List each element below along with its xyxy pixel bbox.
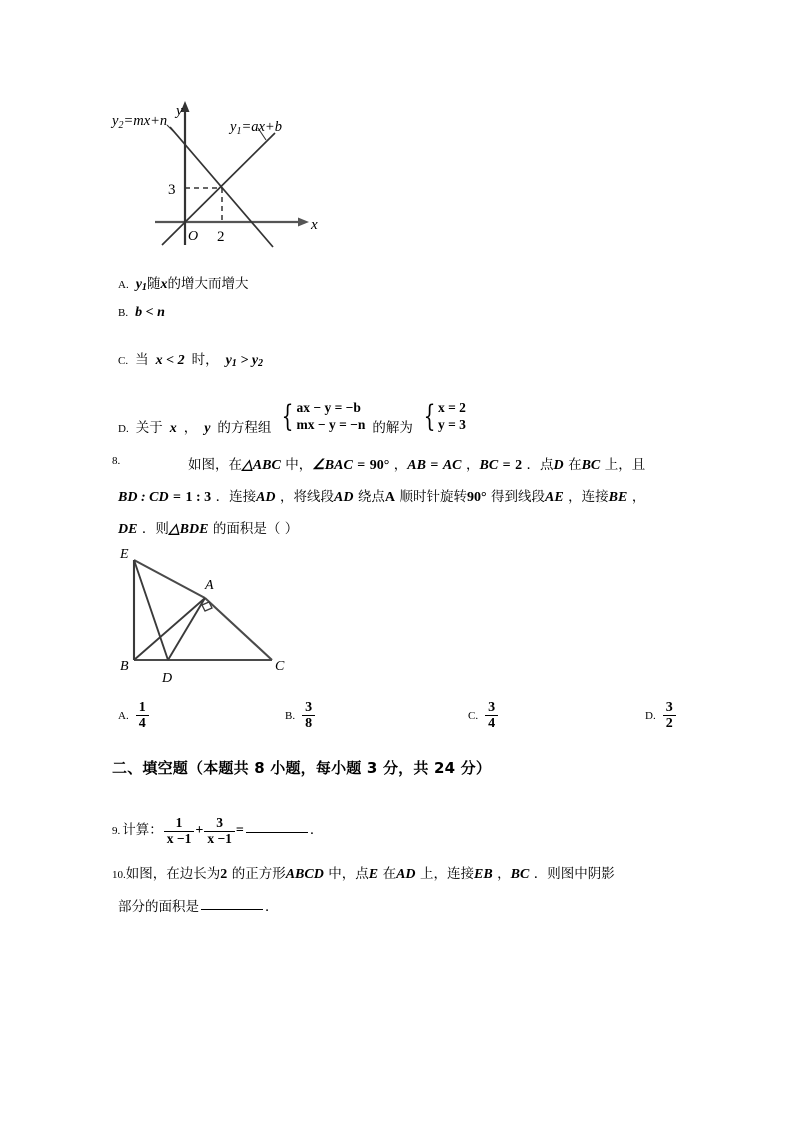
q9-fraction-2 (204, 816, 235, 846)
q8-line1-token-6: ， (393, 457, 408, 473)
q7-option-d[interactable] (118, 398, 466, 440)
q10-line1-token-7: AD (396, 867, 416, 882)
q8-line2-token-14: BE (608, 490, 628, 505)
q10-line1-token-8: 上，连接 (419, 866, 474, 882)
q10-line1-token-1: 2 (220, 867, 228, 882)
q10-line1-token-0: 如图，在边长为 (125, 866, 221, 882)
q7-option-d-letter: D. (118, 422, 129, 435)
q9-plus-operator: + (195, 823, 204, 838)
q8-line2-token-12: AE (545, 490, 564, 505)
q8-option-d-fraction (663, 700, 676, 731)
q10-line1-token-11: BC (510, 867, 530, 882)
q8-line2-token-4: AD (256, 490, 276, 505)
q8-option-b-numerator: 3 (305, 700, 313, 715)
q8-line2-token-8: A (384, 490, 396, 505)
q10-line1-token-6: 在 (382, 866, 397, 882)
q9-period: ． (309, 822, 324, 838)
q8-line2-token-0: BD : CD (118, 490, 169, 505)
q7-option-c-compare: $y_1 > y_2$ (225, 353, 264, 370)
q8-line1-token-15: D (553, 458, 564, 473)
q8-option-c-letter: C. (468, 709, 479, 722)
q8-line1-token-12: = (502, 458, 511, 473)
q10-text-line-2 (118, 895, 279, 916)
q7-option-d-system (278, 399, 365, 434)
q7-option-b[interactable] (118, 305, 165, 321)
q9-fraction-1 (164, 816, 195, 846)
q8-line2-token-9: 顺时针旋转 (399, 489, 467, 505)
q9-fraction-1-denominator: x −1 (164, 831, 195, 847)
q8-line1-token-16: 在 (568, 457, 582, 473)
vertex-label-D: D (162, 671, 173, 686)
q7-option-d-solution-row-1: x = 2 (437, 400, 466, 415)
x-axis-label: x (311, 217, 318, 233)
vertex-label-A: A (205, 578, 214, 593)
y-axis-label: y (176, 103, 183, 119)
q7-option-c-condition: x < 2 (155, 353, 185, 368)
q8-option-d-numerator: 3 (665, 700, 673, 715)
q7-option-c-mid: 时， (191, 352, 219, 368)
q8-text-line-1 (188, 453, 645, 474)
x-tick-label-2: 2 (217, 229, 225, 245)
q8-option-b-denominator: 8 (302, 715, 315, 731)
q8-option-c[interactable] (468, 700, 499, 731)
q8-line1-token-1: △ABC (242, 458, 281, 473)
q8-line2-token-1: = (173, 490, 181, 505)
q8-option-a[interactable] (118, 700, 150, 731)
q9-number: 9. (112, 825, 121, 837)
q8-line3-token-0: DE (118, 522, 138, 537)
q8-line1-token-5: 90° (369, 458, 390, 473)
q7-option-d-tail: 的解为 (372, 419, 413, 436)
q8-option-d-letter: D. (645, 709, 656, 722)
vertex-label-B: B (120, 659, 129, 674)
q8-line2-token-6: AD (333, 490, 354, 505)
q8-option-a-denominator: 4 (136, 715, 149, 731)
q10-line1-token-3: ABCD (285, 867, 324, 882)
q8-option-a-fraction (136, 700, 149, 731)
q8-option-c-denominator: 4 (485, 715, 498, 731)
q7-option-a[interactable] (118, 272, 248, 293)
q8-option-b-fraction (302, 700, 315, 731)
q7-option-d-solution-row-2: y = 3 (437, 417, 466, 433)
q8-geometry-svg (112, 545, 327, 690)
line-label-y2: $y_2=mx+n$ (112, 113, 168, 131)
q8-line2-token-11: 得到线段 (491, 489, 546, 505)
q8-line3-token-2: △BDE (168, 522, 209, 537)
q7-option-a-letter: A. (118, 279, 129, 291)
q8-line2-token-7: 绕点 (357, 489, 385, 505)
q8-text-line-2 (118, 485, 645, 506)
q8-line1-token-18: 上，且 (604, 457, 646, 473)
q10-number: 10. (112, 869, 126, 881)
q7-option-d-system-row-1: ax − y = −b (296, 400, 361, 415)
q8-line1-token-2: 中， (285, 457, 313, 473)
q10-line1-token-4: 中，点 (328, 866, 369, 882)
segment-AC (205, 598, 272, 660)
q7-option-b-letter: B. (118, 307, 129, 319)
q8-number: 8. (112, 455, 121, 467)
q9-fraction-2-numerator: 3 (216, 815, 223, 830)
q10-line1-token-12: ．则图中阴影 (533, 866, 615, 882)
left-brace-icon: { (282, 398, 294, 434)
q8-line2-token-2: 1 : 3 (185, 490, 212, 505)
q9-fraction-1-numerator: 1 (175, 815, 183, 830)
q10-line1-token-2: 的正方形 (231, 866, 286, 882)
q8-option-d[interactable] (645, 700, 677, 731)
q8-option-a-letter: A. (118, 709, 129, 722)
q7-option-a-text: 随 (146, 276, 161, 292)
q8-line1-token-10: ， (465, 457, 480, 473)
q10-line2-suffix: ． (265, 899, 279, 915)
origin-label: O (188, 229, 199, 244)
q10-line1-token-10: ， (497, 866, 511, 882)
segment-AB (134, 598, 205, 660)
q7-option-a-var2: x (160, 277, 168, 292)
section-2-heading: 二、填空题（本题共 8 小题，每小题 3 分，共 24 分） (112, 759, 492, 777)
q9-equals-operator: = (235, 823, 244, 838)
q10-line1-token-5: E (368, 867, 379, 882)
q10-line1-token-9: EB (473, 867, 493, 882)
q8-line1-token-14: ．点 (526, 457, 554, 473)
q8-line3-token-1: ．则 (141, 521, 169, 537)
q7-graph-svg (110, 95, 440, 255)
q7-option-d-var1: x (169, 420, 177, 436)
q8-text-line-3 (118, 517, 298, 538)
q8-line2-token-5: ，将线段 (279, 489, 334, 505)
q9-lead-text: 计算： (122, 822, 163, 838)
q7-option-a-content (136, 272, 249, 293)
segment-AD (168, 598, 205, 660)
q8-option-b-letter: B. (285, 709, 296, 722)
q10-line1-tokens (126, 865, 615, 882)
q7-coordinate-graph-figure (110, 95, 440, 255)
q8-line3-token-3: 的面积是（ ） (212, 521, 299, 537)
q9-row (112, 815, 324, 853)
q8-line2-token-3: ．连接 (215, 489, 257, 505)
q8-option-d-denominator: 2 (663, 715, 676, 731)
q8-option-a-numerator: 1 (138, 700, 146, 715)
q7-option-d-system-row-2: mx − y = −n (296, 417, 366, 433)
y-tick-label-3: 3 (168, 182, 176, 198)
q8-line1-token-13: 2 (515, 458, 523, 473)
q7-option-a-var: $y_1$ (135, 277, 147, 294)
q8-line2-token-10: 90° (466, 490, 487, 505)
q10-answer-blank[interactable] (201, 909, 263, 910)
q9-fraction-2-denominator: x −1 (204, 831, 235, 847)
line-label-y1: $y_1=ax+b$ (230, 119, 282, 137)
q8-line2-token-13: ，连接 (568, 489, 609, 505)
q8-line1-token-0: 如图，在 (188, 457, 242, 473)
q8-line1-token-7: AB (407, 458, 426, 473)
x-axis-arrow (298, 218, 309, 227)
q8-triangle-figure (112, 545, 327, 690)
q7-option-d-prefix: 关于 (135, 419, 163, 436)
q7-option-d-solution (420, 399, 466, 434)
q7-option-d-mid: 的方程组 (217, 419, 272, 436)
q8-line1-token-11: BC (479, 458, 499, 473)
label-leader-y2 (167, 125, 179, 137)
q8-option-c-fraction (485, 700, 498, 731)
q10-text-line-1 (112, 862, 615, 883)
left-brace-icon-2: { (423, 398, 436, 434)
q7-option-d-var2: y (204, 420, 211, 436)
q7-option-c-prefix: 当 (135, 352, 149, 368)
q8-option-b[interactable] (285, 700, 316, 731)
q8-option-c-numerator: 3 (488, 700, 496, 715)
q7-option-c[interactable] (118, 348, 263, 369)
q8-line1-token-3: ∠BAC (312, 458, 353, 473)
q9-answer-blank[interactable] (246, 832, 308, 833)
q7-option-c-letter: C. (118, 355, 129, 367)
vertex-label-E: E (120, 547, 129, 562)
q7-option-b-expr: b < n (135, 305, 165, 320)
q10-line2-prefix: 部分的面积是 (118, 899, 199, 915)
q7-option-d-comma: ， (183, 419, 198, 436)
q8-line1-token-17: BC (581, 458, 601, 473)
q8-line1-token-8: = (430, 458, 439, 473)
vertex-label-C: C (275, 659, 285, 674)
q8-line1-token-4: = (357, 458, 366, 473)
q8-line1-token-9: AC (442, 458, 462, 473)
q8-line2-token-15: ， (631, 489, 646, 505)
q7-option-a-tail: 的增大而增大 (167, 276, 249, 292)
